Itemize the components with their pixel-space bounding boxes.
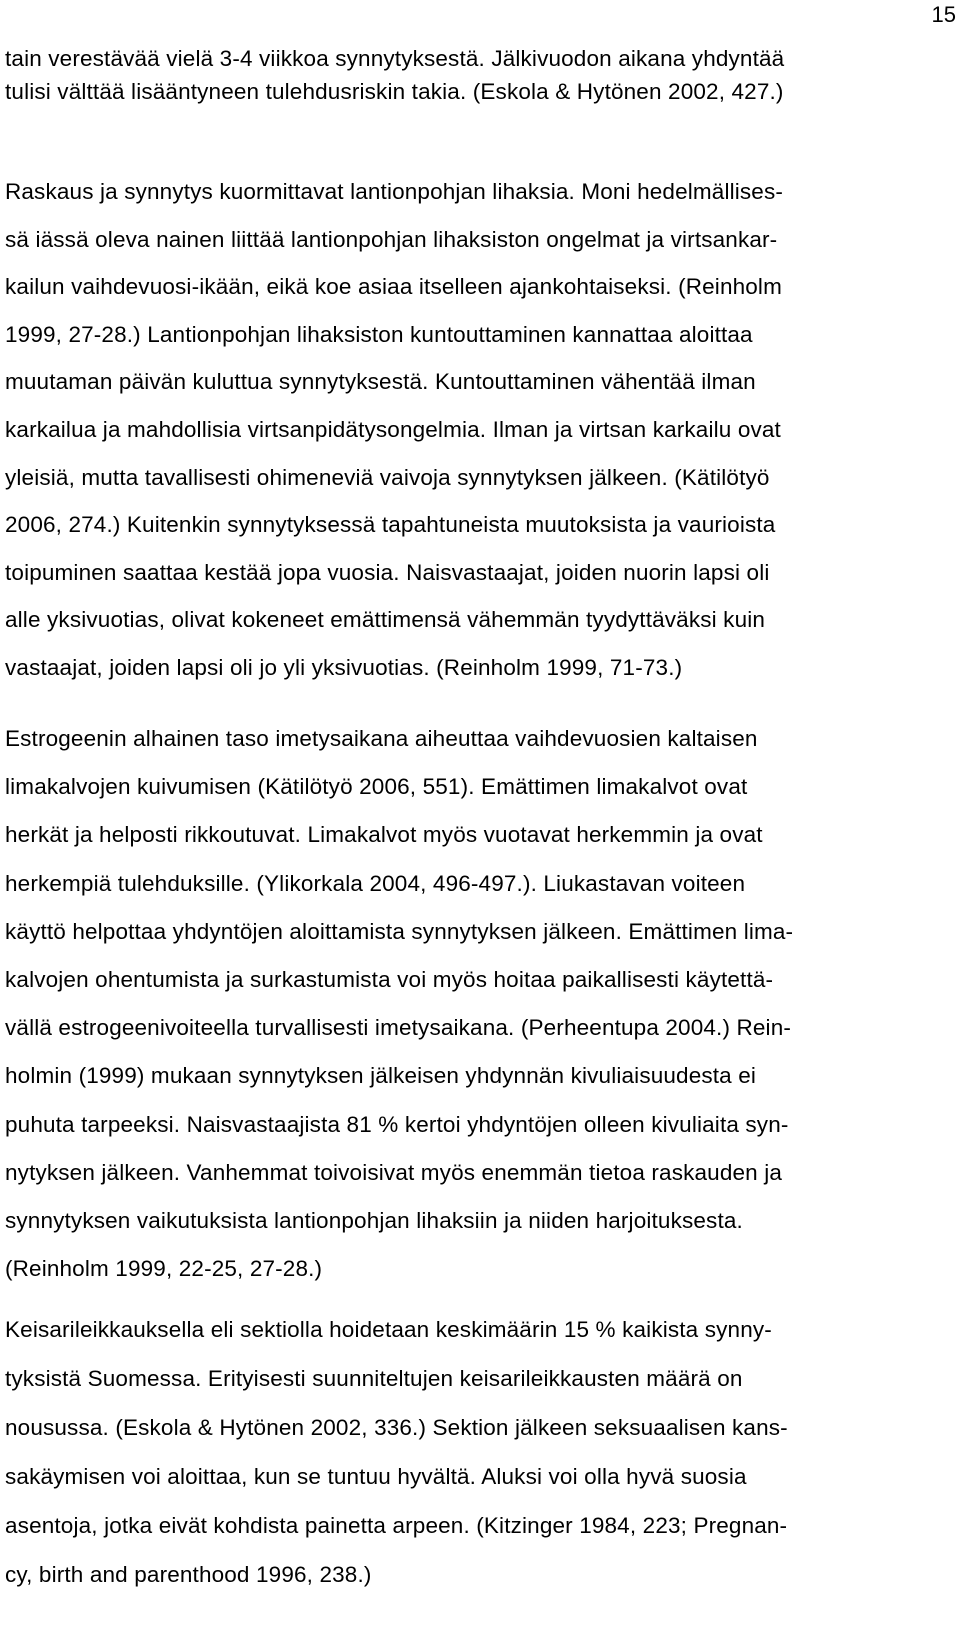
- paragraph-postpartum-bleeding: [5, 42, 784, 108]
- text-line: herkempiä tulehduksille. (Ylikorkala 2004, 496-497.). Liukastavan voiteen: [5, 870, 746, 896]
- text-line: Raskaus ja synnytys kuormittavat lantionpohjan lihaksia. Moni hedelmällises-: [5, 179, 784, 204]
- text-line: kailun vaihdevuosi-ikään, eikä koe asiaa itselleen ajankohtaiseksi. (Reinholm: [5, 274, 782, 300]
- text-line: nousussa. (Eskola & Hytönen 2002, 336.) Sektion jälkeen seksuaalisen kans-: [5, 1415, 788, 1440]
- text-line: alle yksivuotias, olivat kokeneet emättimensä vähemmän tyydyttäväksi kuin: [5, 607, 766, 633]
- text-line: tain verestävää vielä 3-4 viikkoa synnytyksestä. Jälkivuodon aikana yhdyntää: [5, 46, 785, 71]
- text-line: holmin (1999) mukaan synnytyksen jälkeisen yhdynnän kivuliaisuudesta ei: [5, 1063, 757, 1089]
- paragraph-caesarean: [5, 1305, 788, 1599]
- text-line: Estrogeenin alhainen taso imetysaikana aiheuttaa vaihdevuosien kaltaisen: [5, 726, 758, 751]
- paragraph-estrogen: [5, 715, 793, 1293]
- text-line: herkät ja helposti rikkoutuvat. Limakalvot myös vuotavat herkemmin ja ovat: [5, 822, 763, 848]
- text-line: sakäymisen voi aloittaa, kun se tuntuu hyvältä. Aluksi voi olla hyvä suosia: [5, 1464, 747, 1489]
- text-line: muutaman päivän kuluttua synnytyksestä. Kuntouttaminen vähentää ilman: [5, 369, 756, 395]
- text-line: vällä estrogeenivoiteella turvallisesti imetysaikana. (Perheentupa 2004.) Rein-: [5, 1015, 792, 1041]
- text-line: cy, birth and parenthood 1996, 238.): [5, 1562, 372, 1587]
- text-line: nytyksen jälkeen. Vanhemmat toivoisivat myös enemmän tietoa raskauden ja: [5, 1159, 783, 1185]
- text-line: sä iässä oleva nainen liittää lantionpohjan lihaksiston ongelmat ja virtsankar-: [5, 226, 778, 252]
- paragraph-pelvic-floor: [5, 168, 783, 692]
- text-line: asentoja, jotka eivät kohdista painetta arpeen. (Kitzinger 1984, 223; Pregnan-: [5, 1513, 788, 1538]
- text-line: karkailua ja mahdollisia virtsanpidätysongelmia. Ilman ja virtsan karkailu ovat: [5, 416, 781, 442]
- text-line: (Reinholm 1999, 22-25, 27-28.): [5, 1256, 323, 1282]
- text-line: 1999, 27-28.) Lantionpohjan lihaksiston kuntouttaminen kannattaa aloittaa: [5, 321, 753, 347]
- text-line: kalvojen ohentumista ja surkastumista voi myös hoitaa paikallisesti käytettä-: [5, 967, 774, 993]
- text-line: limakalvojen kuivumisen (Kätilötyö 2006, 551). Emättimen limakalvot ovat: [5, 774, 748, 800]
- text-line: tyksistä Suomessa. Erityisesti suunniteltujen keisarileikkausten määrä on: [5, 1366, 743, 1391]
- text-line: Keisarileikkauksella eli sektiolla hoidetaan keskimäärin 15 % kaikista synny-: [5, 1317, 772, 1342]
- text-line: vastaajat, joiden lapsi oli jo yli yksivuotias. (Reinholm 1999, 71-73.): [5, 654, 683, 680]
- text-line: toipuminen saattaa kestää jopa vuosia. Naisvastaajat, joiden nuorin lapsi oli: [5, 559, 770, 585]
- text-line: 2006, 274.) Kuitenkin synnytyksessä tapahtuneista muutoksista ja vaurioista: [5, 512, 776, 538]
- text-line: synnytyksen vaikutuksista lantionpohjan lihaksiin ja niiden harjoituksesta.: [5, 1208, 743, 1234]
- text-line: tulisi välttää lisääntyneen tulehdusriskin takia. (Eskola & Hytönen 2002, 427.): [5, 79, 784, 104]
- page-number: 15: [931, 2, 956, 27]
- text-line: yleisiä, mutta tavallisesti ohimeneviä vaivoja synnytyksen jälkeen. (Kätilötyö: [5, 464, 770, 490]
- text-line: käyttö helpottaa yhdyntöjen aloittamista synnytyksen jälkeen. Emättimen lima-: [5, 918, 794, 944]
- text-line: puhuta tarpeeksi. Naisvastaajista 81 % kertoi yhdyntöjen olleen kivuliaita syn-: [5, 1111, 789, 1137]
